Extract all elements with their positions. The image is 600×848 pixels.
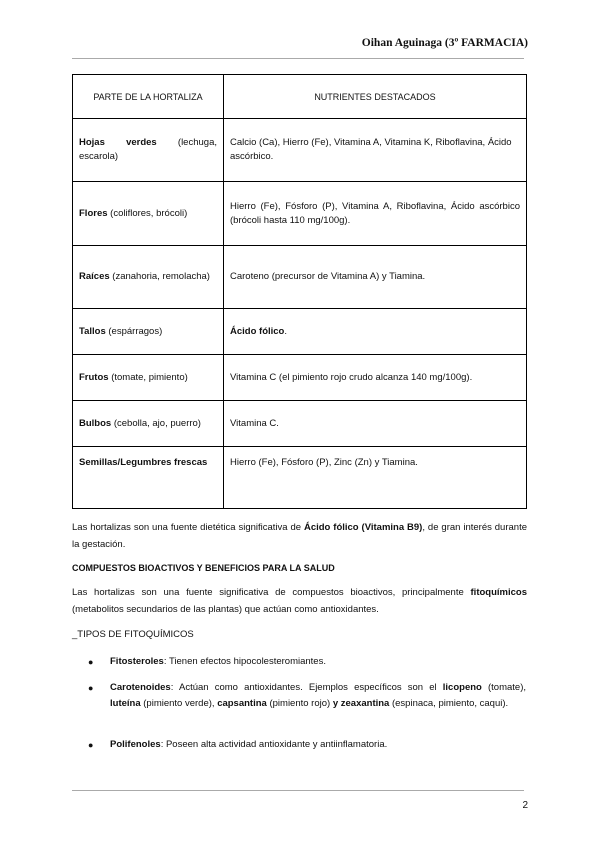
table-cell-part [73, 246, 224, 309]
part-name: Semillas/Legumbres frescas [79, 457, 208, 468]
part-examples: (coliflores, brócoli) [110, 207, 188, 219]
bullet-icon: ● [88, 740, 94, 750]
table-row [73, 182, 527, 246]
table-row [73, 447, 527, 509]
part-examples: (cebolla, ajo, puerro) [113, 417, 201, 429]
bullet-text: : Tienen efectos hipocolesteromiantes. [163, 656, 326, 667]
table-cell-part [73, 355, 224, 401]
part-name: Flores [79, 207, 108, 219]
table-cell-nutrients [224, 309, 527, 355]
bullet-text: (espinaca, pimiento, caqui). [389, 698, 509, 709]
part-name: Frutos [79, 371, 109, 383]
page-number: 2 [522, 800, 528, 811]
part-name: Tallos [79, 325, 106, 337]
text-run: , de gran interés durante la gestación. [72, 522, 527, 550]
col-header-nutrients: NUTRIENTES DESTACADOS [224, 75, 527, 119]
col-header-part: PARTE DE LA HORTALIZA [73, 75, 224, 119]
part-name: Hojas verdes [79, 137, 157, 148]
part-examples: (tomate, pimiento) [111, 371, 188, 383]
bullet-text: (pimiento verde), [140, 698, 218, 709]
table-cell-part [73, 401, 224, 447]
paragraph-bioactive [72, 584, 527, 618]
bullet-label: Fitosteroles [110, 656, 164, 667]
header-rule [72, 58, 524, 59]
section-title: COMPUESTOS BIOACTIVOS Y BENEFICIOS PARA LA SALUD [72, 563, 335, 573]
table-cell-part [73, 119, 224, 182]
subheading: _TIPOS DE FITOQUÍMICOS [72, 629, 194, 640]
bullet-text: : Poseen alta actividad antioxidante y antiinflamatoria. [160, 739, 388, 750]
table-cell-nutrients: Hierro (Fe), Fósforo (P), Vitamina A, Riboflavina, Ácido ascórbico (brócoli hasta 110 mg/100g). [224, 182, 527, 246]
table-row [73, 401, 527, 447]
text-run: (metabolitos secundarios de las plantas) que actúan como antioxidantes. [72, 604, 379, 615]
text-bold: fitoquímicos [470, 587, 527, 598]
text-run: Las hortalizas son una fuente dietética significativa de [72, 522, 304, 533]
table-row [73, 355, 527, 401]
table-row [73, 119, 527, 182]
table-cell-nutrients: Vitamina C (el pimiento rojo crudo alcanza 140 mg/100g). [224, 355, 527, 401]
document-header: Oihan Aguinaga (3º FARMACIA) [361, 37, 528, 49]
bullet-text: : Actúan como antioxidantes. Ejemplos específicos son el [170, 682, 443, 693]
table-header-row [73, 75, 527, 119]
list-item-polifenoles [88, 737, 526, 753]
text-run: Las hortalizas son una fuente significativa de compuestos bioactivos, principalmente [72, 587, 471, 598]
table-cell-nutrients: Calcio (Ca), Hierro (Fe), Vitamina A, Vitamina K, Riboflavina, Ácido ascórbico. [224, 119, 527, 182]
bullet-icon: ● [88, 657, 94, 667]
text-bold: y [332, 698, 339, 709]
bullet-label: Polifenoles [110, 739, 161, 750]
text-bold: zeaxantina [340, 698, 390, 709]
part-examples: (zanahoria, remolacha) [112, 271, 210, 282]
list-item-carotenoides [88, 680, 527, 712]
table-cell-nutrients: Vitamina C. [224, 401, 527, 447]
table-cell-part [73, 182, 224, 246]
footer-rule [72, 790, 524, 791]
nutrient-tail: . [284, 325, 288, 337]
table-row [73, 309, 527, 355]
table-cell-nutrients: Hierro (Fe), Fósforo (P), Zinc (Zn) y Tiamina. [224, 447, 527, 509]
table-cell-part [73, 309, 224, 355]
text-bold: licopeno [442, 682, 482, 693]
part-examples: (espárragos) [108, 325, 163, 337]
text-bold: luteína [110, 698, 141, 709]
table-row [73, 246, 527, 309]
bullet-icon: ● [88, 683, 94, 693]
nutrients-table [72, 74, 527, 509]
bullet-text: (tomate), [481, 682, 527, 693]
text-bold: Ácido fólico (Vitamina B9) [303, 522, 423, 533]
part-name: Raíces [79, 271, 110, 282]
part-name: Bulbos [79, 417, 112, 429]
table-cell-part [73, 447, 224, 509]
bullet-label: Carotenoides [110, 682, 171, 693]
text-bold: capsantina [217, 698, 267, 709]
table-cell-nutrients: Caroteno (precursor de Vitamina A) y Tiamina. [224, 246, 527, 309]
bullet-text: (pimiento rojo) [266, 698, 333, 709]
nutrient-highlight: Ácido fólico [230, 325, 285, 337]
paragraph-folic-acid [72, 519, 527, 553]
part-examples: (lechuga, escarola) [79, 137, 217, 162]
list-item-fitosteroles [88, 654, 526, 670]
